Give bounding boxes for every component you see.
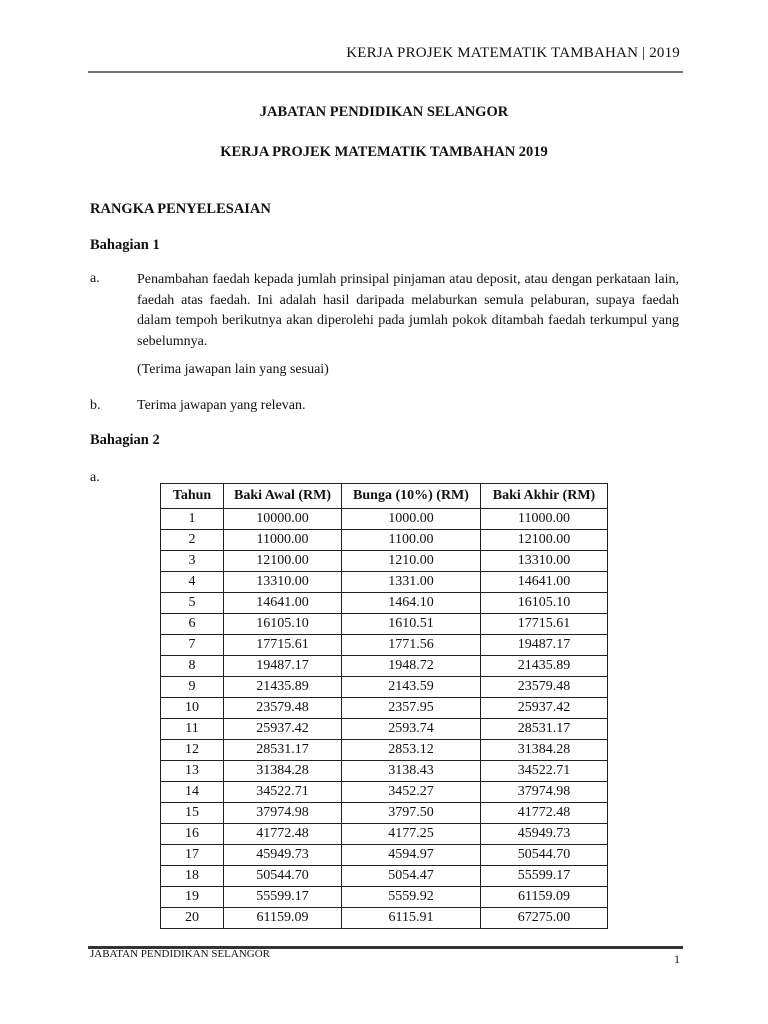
table-row [161, 761, 608, 782]
table-cell: 5 [161, 593, 224, 614]
table-body [161, 509, 608, 929]
table-cell: 2 [161, 530, 224, 551]
table-cell: 31384.28 [481, 740, 608, 761]
table-row [161, 845, 608, 866]
table-cell: 11000.00 [481, 509, 608, 530]
table-cell: 17715.61 [481, 614, 608, 635]
table-row [161, 635, 608, 656]
column-header: Bunga (10%) (RM) [342, 484, 481, 509]
table-cell: 9 [161, 677, 224, 698]
table-row [161, 509, 608, 530]
part2-heading: Bahagian 2 [90, 432, 160, 448]
table-cell: 10000.00 [224, 509, 342, 530]
table-cell: 4177.25 [342, 824, 481, 845]
table-cell: 4594.97 [342, 845, 481, 866]
document-subtitle: KERJA PROJEK MATEMATIK TAMBAHAN 2019 [220, 144, 548, 160]
header-divider [88, 71, 683, 73]
table-header-row [161, 484, 608, 509]
table-cell: 1100.00 [342, 530, 481, 551]
table-cell: 45949.73 [224, 845, 342, 866]
table-cell: 3 [161, 551, 224, 572]
table-row [161, 782, 608, 803]
table-row [161, 908, 608, 929]
table-cell: 17 [161, 845, 224, 866]
table-cell: 12 [161, 740, 224, 761]
table-cell: 8 [161, 656, 224, 677]
page-number: 1 [674, 952, 680, 966]
table-cell: 41772.48 [224, 824, 342, 845]
table-cell: 31384.28 [224, 761, 342, 782]
table-cell: 41772.48 [481, 803, 608, 824]
table-cell: 4 [161, 572, 224, 593]
table-cell: 19487.17 [224, 656, 342, 677]
table-cell: 18 [161, 866, 224, 887]
table-cell: 14641.00 [224, 593, 342, 614]
table-cell: 13 [161, 761, 224, 782]
table-cell: 34522.71 [224, 782, 342, 803]
column-header: Baki Akhir (RM) [481, 484, 608, 509]
table-row [161, 593, 608, 614]
table-cell: 21435.89 [224, 677, 342, 698]
table-cell: 25937.42 [224, 719, 342, 740]
table-cell: 14641.00 [481, 572, 608, 593]
table-cell: 12100.00 [481, 530, 608, 551]
running-header: KERJA PROJEK MATEMATIK TAMBAHAN | 2019 [346, 45, 680, 61]
table-cell: 13310.00 [224, 572, 342, 593]
part1-a-text: Penambahan faedah kepada jumlah prinsipal pinjaman atau deposit, atau dengan perkataan lain, faedah atas faedah. Ini adalah hasil daripada melaburkan semula pelaburan, supaya faedah dalam tempoh berikutnya akan diperolehi pada jumlah pokok ditambah faedah terkumpul yang sebelumnya. [137, 272, 679, 349]
table-cell: 12100.00 [224, 551, 342, 572]
table-cell: 21435.89 [481, 656, 608, 677]
table-row [161, 656, 608, 677]
table-cell: 1000.00 [342, 509, 481, 530]
table-cell: 20 [161, 908, 224, 929]
part1-a-marker: a. [90, 271, 100, 286]
table-cell: 19487.17 [481, 635, 608, 656]
document-title: JABATAN PENDIDIKAN SELANGOR [259, 104, 509, 120]
table-cell: 16105.10 [481, 593, 608, 614]
table-cell: 6 [161, 614, 224, 635]
part1-a-note: (Terima jawapan lain yang sesuai) [137, 362, 329, 377]
column-header: Baki Awal (RM) [224, 484, 342, 509]
table-cell: 3797.50 [342, 803, 481, 824]
table-cell: 13310.00 [481, 551, 608, 572]
table-cell: 2593.74 [342, 719, 481, 740]
table-row [161, 677, 608, 698]
table-row [161, 740, 608, 761]
column-header: Tahun [161, 484, 224, 509]
table-cell: 7 [161, 635, 224, 656]
table-cell: 11 [161, 719, 224, 740]
table-cell: 3452.27 [342, 782, 481, 803]
table-cell: 55599.17 [224, 887, 342, 908]
table-cell: 1464.10 [342, 593, 481, 614]
table-cell: 1 [161, 509, 224, 530]
table-cell: 17715.61 [224, 635, 342, 656]
table-cell: 23579.48 [224, 698, 342, 719]
table-cell: 1771.56 [342, 635, 481, 656]
table-cell: 10 [161, 698, 224, 719]
table-cell: 16 [161, 824, 224, 845]
table-cell: 5559.92 [342, 887, 481, 908]
table-cell: 11000.00 [224, 530, 342, 551]
part1-b-text: Terima jawapan yang relevan. [137, 398, 306, 413]
footer-org: JABATAN PENDIDIKAN SELANGOR [90, 948, 271, 960]
table-cell: 1610.51 [342, 614, 481, 635]
table-cell: 23579.48 [481, 677, 608, 698]
table-row [161, 803, 608, 824]
table-cell: 45949.73 [481, 824, 608, 845]
table-cell: 61159.09 [481, 887, 608, 908]
table-cell: 61159.09 [224, 908, 342, 929]
table-cell: 34522.71 [481, 761, 608, 782]
table-cell: 1331.00 [342, 572, 481, 593]
table-cell: 67275.00 [481, 908, 608, 929]
table-cell: 37974.98 [481, 782, 608, 803]
table-cell: 25937.42 [481, 698, 608, 719]
table-row [161, 530, 608, 551]
table-cell: 5054.47 [342, 866, 481, 887]
table-row [161, 572, 608, 593]
table-row [161, 551, 608, 572]
table-cell: 28531.17 [224, 740, 342, 761]
interest-table [160, 483, 608, 929]
table-cell: 3138.43 [342, 761, 481, 782]
table-row [161, 698, 608, 719]
table-cell: 2357.95 [342, 698, 481, 719]
table-cell: 19 [161, 887, 224, 908]
table-cell: 16105.10 [224, 614, 342, 635]
table-row [161, 866, 608, 887]
table-cell: 2853.12 [342, 740, 481, 761]
table-cell: 55599.17 [481, 866, 608, 887]
table-cell: 2143.59 [342, 677, 481, 698]
table-cell: 14 [161, 782, 224, 803]
part2-a-marker: a. [90, 470, 100, 485]
section-heading: RANGKA PENYELESAIAN [90, 201, 271, 217]
table-cell: 50544.70 [481, 845, 608, 866]
table-row [161, 824, 608, 845]
table-row [161, 614, 608, 635]
table-cell: 6115.91 [342, 908, 481, 929]
part1-heading: Bahagian 1 [90, 237, 160, 253]
table-cell: 50544.70 [224, 866, 342, 887]
table-cell: 37974.98 [224, 803, 342, 824]
table-cell: 15 [161, 803, 224, 824]
table-cell: 28531.17 [481, 719, 608, 740]
part1-b-marker: b. [90, 398, 101, 413]
table-cell: 1210.00 [342, 551, 481, 572]
table-row [161, 887, 608, 908]
table-row [161, 719, 608, 740]
table-cell: 1948.72 [342, 656, 481, 677]
